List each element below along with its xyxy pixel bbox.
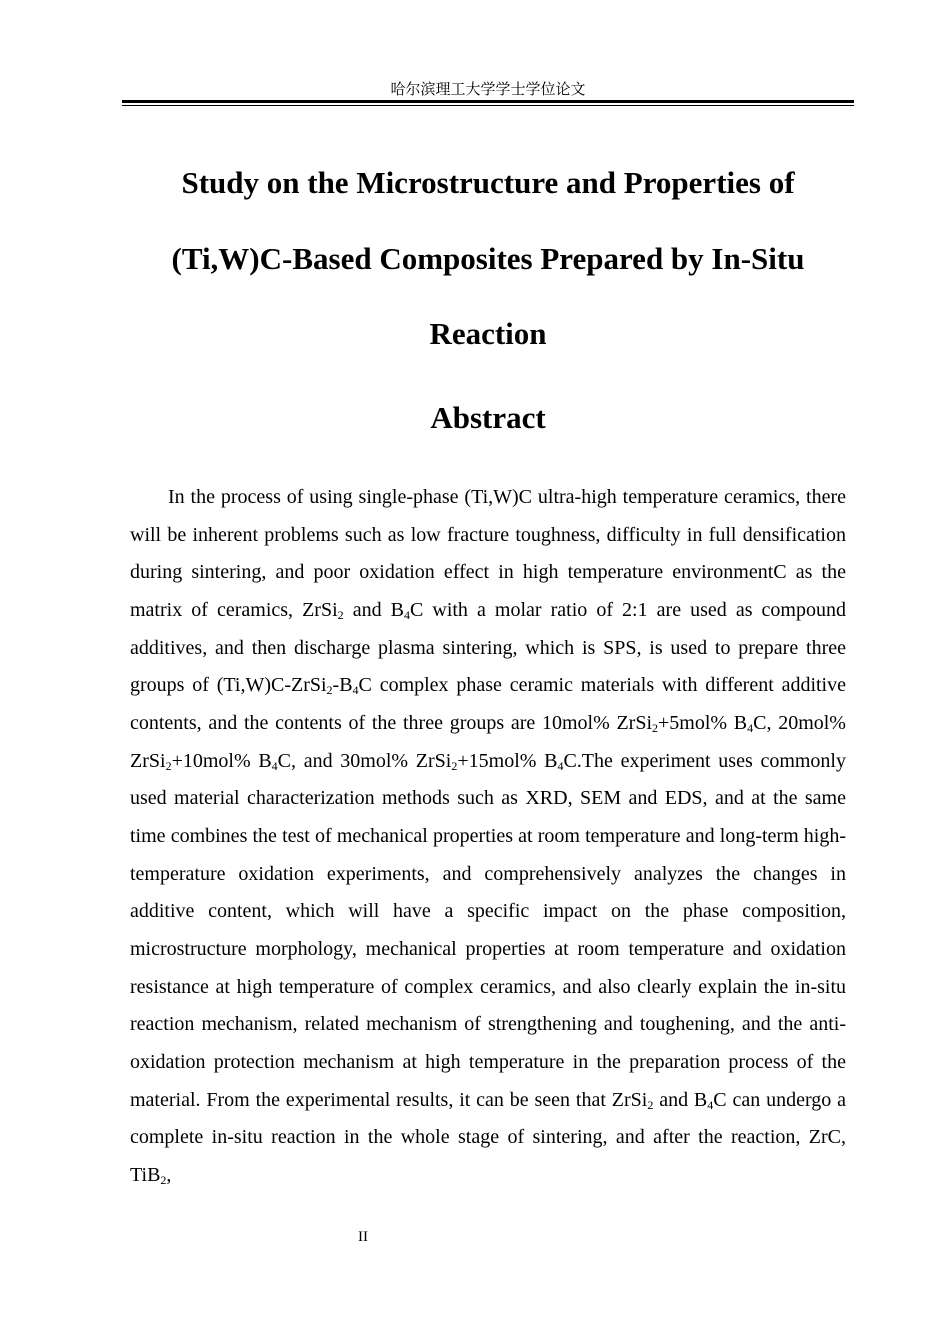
abstract-text: +5mol% B (658, 711, 748, 734)
abstract-subscript: 4 (352, 683, 359, 698)
abstract-body (130, 479, 846, 1194)
header-rule-thick (122, 100, 854, 103)
abstract-text: C.The experiment uses commonly used material characterization methods such as XRD, SEM and EDS, and at the same time combines the test of mechanical properties at room temperature and long-term high-temperature oxidation experiments, and comprehensively analyzes the changes in additive content, which will have a specific impact on the phase composition, microstructure morphology, mechanical properties at room temperature and oxidation resistance at high temperature of complex ceramics, and also clearly explain the in-situ reaction mechanism, related mechanism of strengthening and toughening, and the anti-oxidation protection mechanism at high temperature in the preparation process of the material. From the experimental results, it can be seen that ZrSi (130, 749, 846, 1111)
abstract-subscript: 2 (165, 758, 172, 773)
abstract-text: , (166, 1163, 172, 1186)
abstract-subscript: 2 (337, 607, 344, 622)
abstract-text: C complex phase ceramic materials with different additive contents, and the contents of the three groups are 10mol% ZrSi (130, 674, 846, 734)
abstract-text: C, 20mol% ZrSi (130, 711, 846, 772)
abstract-text: and B (343, 598, 404, 621)
abstract-text: and B (653, 1088, 708, 1111)
abstract-text: In the process of using single-phase (Ti,W)C ultra-high temperature ceramics, there will be inherent problems such as low fracture toughness, difficulty in full densification during sintering, and poor oxidation effect in high temperature environmentC as the matrix of ceramics, ZrSi (130, 486, 846, 621)
header-rule-thin (122, 105, 854, 106)
abstract-subscript: 2 (326, 683, 333, 698)
abstract-text: +15mol% B (457, 749, 558, 772)
abstract-text: C can undergo a complete in-situ reaction in the whole stage of sintering, and after the reaction, ZrC, TiB (130, 1088, 846, 1186)
abstract-text: C, and 30mol% ZrSi (277, 749, 452, 772)
abstract-subscript: 4 (271, 758, 278, 773)
running-header: 哈尔滨理工大学学士学位论文 (390, 80, 586, 98)
abstract-text: +10mol% B (171, 749, 272, 772)
thesis-title: Study on the Microstructure and Properties of (Ti,W)C-Based Composites Prepared by In-Situ Reaction (171, 165, 805, 351)
abstract-subscript: 2 (652, 720, 659, 735)
abstract-text: C with a molar ratio of 2:1 are used as compound additives, and then discharge plasma sintering, which is SPS, is used to prepare three groups of (Ti,W)C-ZrSi (130, 598, 846, 697)
abstract-subscript: 2 (160, 1172, 167, 1187)
abstract-subscript: 4 (747, 720, 754, 735)
abstract-heading: Abstract (430, 400, 546, 435)
abstract-subscript: 2 (647, 1097, 654, 1112)
abstract-subscript: 4 (707, 1097, 714, 1112)
abstract-subscript: 4 (403, 607, 410, 622)
abstract-subscript: 4 (557, 758, 564, 773)
page-number: II (358, 1229, 368, 1245)
abstract-text: -B (332, 674, 353, 697)
abstract-subscript: 2 (451, 758, 458, 773)
